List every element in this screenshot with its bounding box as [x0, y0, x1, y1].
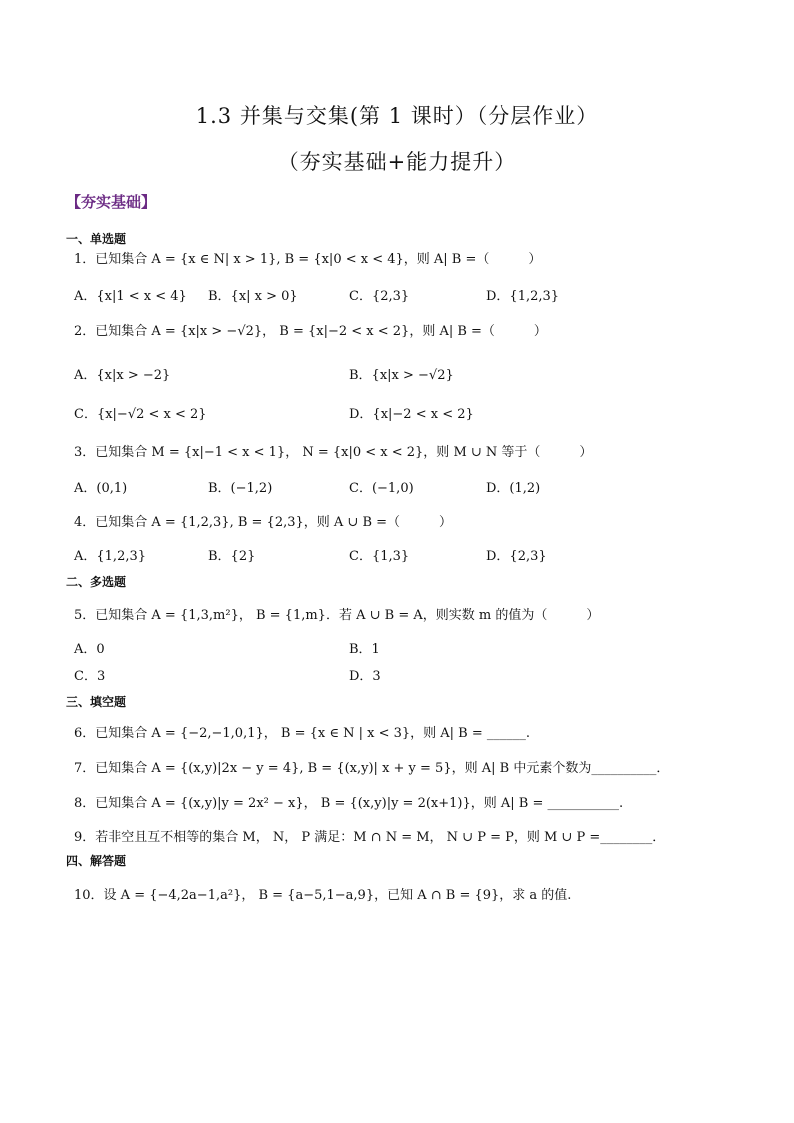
question-6: 6．已知集合 A = {−2,−1,0,1}， B = {x ∈ N | x < 3}，则 A| B = ______.	[74, 726, 531, 741]
heading-multi-choice: 二、多选题	[66, 575, 127, 589]
question-4: 4．已知集合 A = {1,2,3}, B = {2,3}，则 A ∪ B =（ ）	[74, 515, 453, 530]
q3-option-b: B．(−1,2)	[208, 481, 273, 496]
question-9: 9．若非空且互不相等的集合 M， N， P 满足：M ∩ N = M， N ∪ P = P，则 M ∪ P =________．	[74, 830, 666, 845]
question-8: 8．已知集合 A = {(x,y)|y = 2x² − x}， B = {(x,y)|y = 2(x+1)}，则 A| B = ___________.	[74, 796, 624, 811]
q5-option-c: C．3	[74, 669, 106, 684]
q5-option-d: D．3	[349, 669, 381, 684]
question-7: 7．已知集合 A = {(x,y)|2x − y = 4}, B = {(x,y)| x + y = 5}，则 A| B 中元素个数为__________．	[74, 761, 670, 776]
document-title: 1.3 并集与交集(第 1 课时）（分层作业）	[195, 104, 599, 128]
heading-fill-blank: 三、填空题	[66, 695, 127, 709]
document-subtitle: （夯实基础+能力提升）	[277, 150, 517, 174]
q1-option-d: D．{1,2,3}	[486, 289, 560, 304]
question-1: 1．已知集合 A = {x ∈ N| x > 1}, B = {x|0 < x < 4}，则 A| B =（ ）	[74, 252, 542, 267]
question-5: 5．已知集合 A = {1,3,m²}， B = {1,m}．若 A ∪ B = A，则实数 m 的值为（ ）	[74, 608, 600, 623]
q1-option-c: C．{2,3}	[349, 289, 410, 304]
q4-option-b: B．{2}	[208, 549, 256, 564]
q2-option-a: A．{x|x > −2}	[74, 368, 171, 383]
q5-option-b: B．1	[349, 642, 380, 657]
heading-free-response: 四、解答题	[66, 854, 127, 868]
q2-option-b: B．{x|x > −√2}	[349, 368, 454, 383]
q1-option-a: A．{x|1 < x < 4}	[74, 289, 187, 304]
q1-option-b: B．{x| x > 0}	[208, 289, 298, 304]
question-10: 10．设 A = {−4,2a−1,a²}， B = {a−5,1−a,9}，已知 A ∩ B = {9}，求 a 的值.	[74, 888, 572, 903]
q4-option-c: C．{1,3}	[349, 549, 410, 564]
question-3: 3．已知集合 M = {x|−1 < x < 1}， N = {x|0 < x < 2}，则 M ∪ N 等于（ ）	[74, 445, 593, 460]
q3-option-c: C．(−1,0)	[349, 481, 414, 496]
q2-option-c: C．{x|−√2 < x < 2}	[74, 407, 207, 422]
section-label: 【夯实基础】	[66, 193, 157, 211]
q3-option-d: D．(1,2)	[486, 481, 541, 496]
q4-option-d: D．{2,3}	[486, 549, 547, 564]
q2-option-d: D．{x|−2 < x < 2}	[349, 407, 474, 422]
heading-single-choice: 一、单选题	[66, 232, 127, 246]
q4-option-a: A．{1,2,3}	[74, 549, 147, 564]
q3-option-a: A．(0,1)	[74, 481, 128, 496]
question-2: 2．已知集合 A = {x|x > −√2}， B = {x|−2 < x < 2}，则 A| B =（ ）	[74, 324, 547, 339]
q5-option-a: A．0	[74, 642, 105, 657]
